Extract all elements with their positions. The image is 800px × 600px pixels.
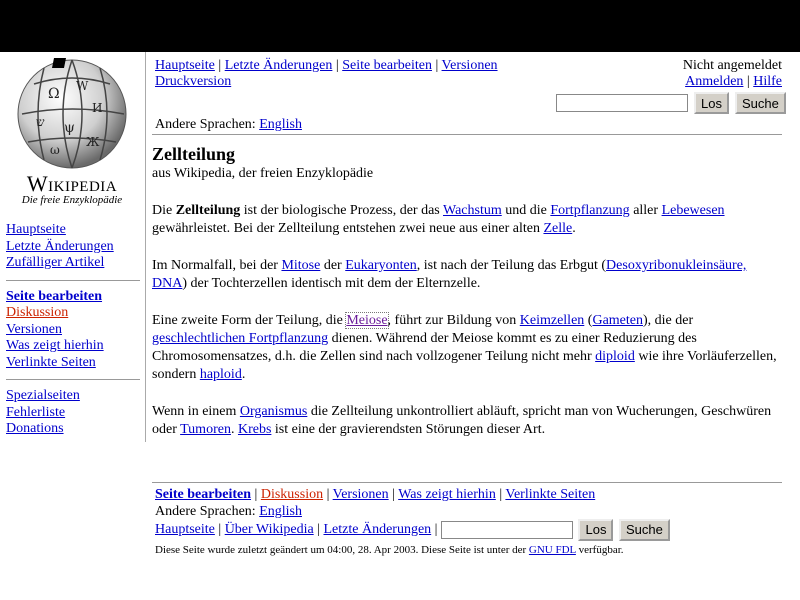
- sidebar-item-was-zeigt-hierhin[interactable]: Was zeigt hierhin: [6, 338, 104, 353]
- text: , ist nach der Teilung das Erbgut (: [416, 258, 607, 273]
- text: .: [241, 367, 246, 382]
- text: wie ihre Vorläuferzellen, sondern: [152, 349, 777, 382]
- link-lebewesen[interactable]: Lebewesen: [661, 203, 725, 218]
- footer-verlinkte-seiten[interactable]: Verlinkte Seiten: [505, 487, 596, 502]
- sidebar-item-versionen[interactable]: Versionen: [6, 321, 62, 337]
- link-meiose[interactable]: Meiose: [346, 313, 388, 328]
- text: Eine zweite Form der Teilung, die: [152, 313, 347, 328]
- link-keimzellen[interactable]: Keimzellen: [519, 313, 585, 328]
- link-organismus[interactable]: Organismus: [239, 404, 308, 419]
- link-haploid[interactable]: haploid: [199, 367, 242, 382]
- sidebar-item-verlinkte-seiten[interactable]: Verlinkte Seiten: [6, 354, 96, 370]
- article-body: [152, 202, 780, 458]
- link-fortpflanzung[interactable]: Fortpflanzung: [550, 203, 630, 218]
- footer-hauptseite[interactable]: Hauptseite: [155, 522, 215, 537]
- footer-search-input[interactable]: [441, 521, 573, 539]
- wiki-page: [0, 52, 800, 600]
- text: .: [230, 422, 238, 437]
- paragraph-2: [152, 257, 780, 293]
- footer-go-button[interactable]: Los: [578, 519, 613, 541]
- footer-versionen[interactable]: Versionen: [332, 487, 389, 502]
- sidebar-divider: [6, 379, 140, 380]
- text: (: [584, 313, 593, 328]
- search-input[interactable]: [556, 94, 688, 112]
- license-link[interactable]: GNU FDL: [528, 544, 576, 556]
- text: Im Normalfall, bei der: [152, 258, 282, 273]
- link-mitose[interactable]: Mitose: [281, 258, 321, 273]
- sidebar-page-tools: [6, 289, 142, 372]
- text: Die: [152, 203, 176, 218]
- topnav-versionen[interactable]: Versionen: [441, 58, 498, 73]
- svg-text:Ж: Ж: [86, 135, 100, 149]
- topnav-druckversion[interactable]: Druckversion: [155, 74, 232, 89]
- text: Wenn in einem: [152, 404, 240, 419]
- languages-label: Andere Sprachen:: [155, 117, 256, 132]
- footer-languages-label: Andere Sprachen:: [155, 504, 256, 519]
- sidebar-special: [6, 388, 142, 438]
- svg-text:W: W: [76, 79, 89, 93]
- footer-links: Hauptseite | Über Wikipedia | Letzte Änderungen | Los Suche: [155, 518, 670, 542]
- text: ) der Tochterzellen identisch mit dem der Elternzelle.: [182, 276, 481, 291]
- go-button[interactable]: Los: [694, 92, 729, 114]
- puzzle-globe-icon: [14, 54, 130, 170]
- text: ), die der: [643, 313, 694, 328]
- footer-tools: Seite bearbeiten | Diskussion | Versionen | Was zeigt hierhin | Verlinkte Seiten Andere Sprachen: English: [155, 487, 596, 519]
- text: ist der biologische Prozess, der das: [240, 203, 443, 218]
- link-tumoren[interactable]: Tumoren: [180, 422, 231, 437]
- text: der: [320, 258, 346, 273]
- logo-wordmark: Wikipedia: [26, 171, 118, 196]
- bold-term: Zellteilung: [175, 203, 241, 218]
- sidebar-item-fehlerliste[interactable]: Fehlerliste: [6, 404, 66, 420]
- link-zelle[interactable]: Zelle: [543, 221, 573, 236]
- paragraph-3: [152, 312, 780, 384]
- text: , führt zur Bildung von: [387, 313, 520, 328]
- text: .: [572, 221, 576, 236]
- text: und die: [501, 203, 551, 218]
- footer-was-zeigt-hierhin[interactable]: Was zeigt hierhin: [398, 487, 496, 502]
- sidebar-border: [145, 52, 146, 442]
- wikipedia-logo[interactable]: [4, 54, 140, 212]
- sidebar-item-donations[interactable]: Donations: [6, 421, 64, 436]
- login-status: Nicht angemeldet: [682, 58, 782, 73]
- link-geschlechtliche-fortpflanzung[interactable]: geschlechtlichen Fortpflanzung: [152, 331, 329, 346]
- text: ist eine der gravierendsten Störungen dieser Art.: [271, 422, 546, 437]
- svg-text:Ω: Ω: [48, 86, 60, 102]
- logo-tagline: Die freie Enzyklopädie: [21, 194, 123, 206]
- sidebar-item-letzte-aenderungen[interactable]: Letzte Änderungen: [6, 238, 114, 254]
- user-box: Nicht angemeldet Anmelden | Hilfe: [682, 58, 782, 89]
- sidebar-item-hauptseite[interactable]: Hauptseite: [6, 222, 66, 237]
- topnav-seite-bearbeiten[interactable]: Seite bearbeiten: [342, 58, 432, 73]
- search-button[interactable]: Suche: [735, 92, 786, 114]
- top-nav: Hauptseite | Letzte Änderungen | Seite bearbeiten | Versionen Druckversion: [155, 58, 498, 89]
- link-dna[interactable]: Desoxyribonukleinsäure, DNA: [152, 258, 747, 291]
- paragraph-1: [152, 202, 780, 238]
- footer-ueber-wikipedia[interactable]: Über Wikipedia: [224, 522, 314, 537]
- modified-text: verfügbar.: [575, 544, 624, 556]
- text: gewährleistet. Bei der Zellteilung entstehen zwei neue aus einer alten: [152, 221, 544, 236]
- header-divider: [152, 134, 782, 135]
- footer-letzte-aenderungen[interactable]: Letzte Änderungen: [323, 522, 432, 537]
- language-links: [155, 117, 302, 133]
- link-gameten[interactable]: Gameten: [592, 313, 643, 328]
- footer-diskussion[interactable]: Diskussion: [260, 487, 324, 502]
- sidebar-item-seite-bearbeiten[interactable]: Seite bearbeiten: [6, 288, 103, 304]
- sidebar-item-zufaelliger-artikel[interactable]: Zufälliger Artikel: [6, 255, 105, 270]
- topnav-hauptseite[interactable]: Hauptseite: [155, 58, 215, 73]
- footer-seite-bearbeiten[interactable]: Seite bearbeiten: [155, 487, 252, 502]
- link-krebs[interactable]: Krebs: [237, 422, 272, 437]
- text: dienen. Während der Meiose kommt es zu einer Reduzierung des Chromosomensatzes, d.h. die Zellen sind nach vollzogener Teilung nicht mehr: [152, 331, 697, 364]
- sidebar-nav: [6, 222, 142, 272]
- svg-text:ψ: ψ: [64, 120, 75, 136]
- sidebar-item-spezialseiten[interactable]: Spezialseiten: [6, 388, 80, 403]
- page-subtitle: aus Wikipedia, der freien Enzyklopädie: [152, 166, 374, 181]
- svg-text:ω: ω: [50, 143, 60, 157]
- page-title: Zellteilung: [152, 144, 236, 164]
- sidebar-item-diskussion[interactable]: Diskussion: [6, 305, 69, 320]
- language-link-english[interactable]: English: [259, 117, 302, 132]
- paragraph-4: [152, 403, 780, 439]
- svg-text:ש: ש: [36, 115, 45, 129]
- topnav-letzte-aenderungen[interactable]: Letzte Änderungen: [224, 58, 333, 73]
- modified-text: Diese Seite wurde zuletzt geändert um 04:00, 28. Apr 2003. Diese Seite ist unter der: [155, 544, 529, 556]
- footer-search-button[interactable]: Suche: [619, 519, 670, 541]
- sidebar: [6, 222, 142, 446]
- link-eukaryonten[interactable]: Eukaryonten: [345, 258, 417, 273]
- text: aller: [629, 203, 662, 218]
- search-form-top: [556, 92, 786, 114]
- login-link[interactable]: Anmelden: [685, 74, 744, 89]
- link-diploid[interactable]: diploid: [595, 349, 635, 364]
- footer-divider: [152, 482, 782, 483]
- sidebar-divider: [6, 280, 140, 281]
- text: die Zellteilung unkontrolliert abläuft, spricht man von Wucherungen, Geschwüren oder: [152, 404, 772, 437]
- last-modified-notice: [155, 544, 624, 556]
- link-wachstum[interactable]: Wachstum: [443, 203, 502, 218]
- footer-language-link-english[interactable]: English: [259, 504, 302, 519]
- svg-text:И: И: [92, 101, 103, 115]
- help-link[interactable]: Hilfe: [753, 74, 782, 89]
